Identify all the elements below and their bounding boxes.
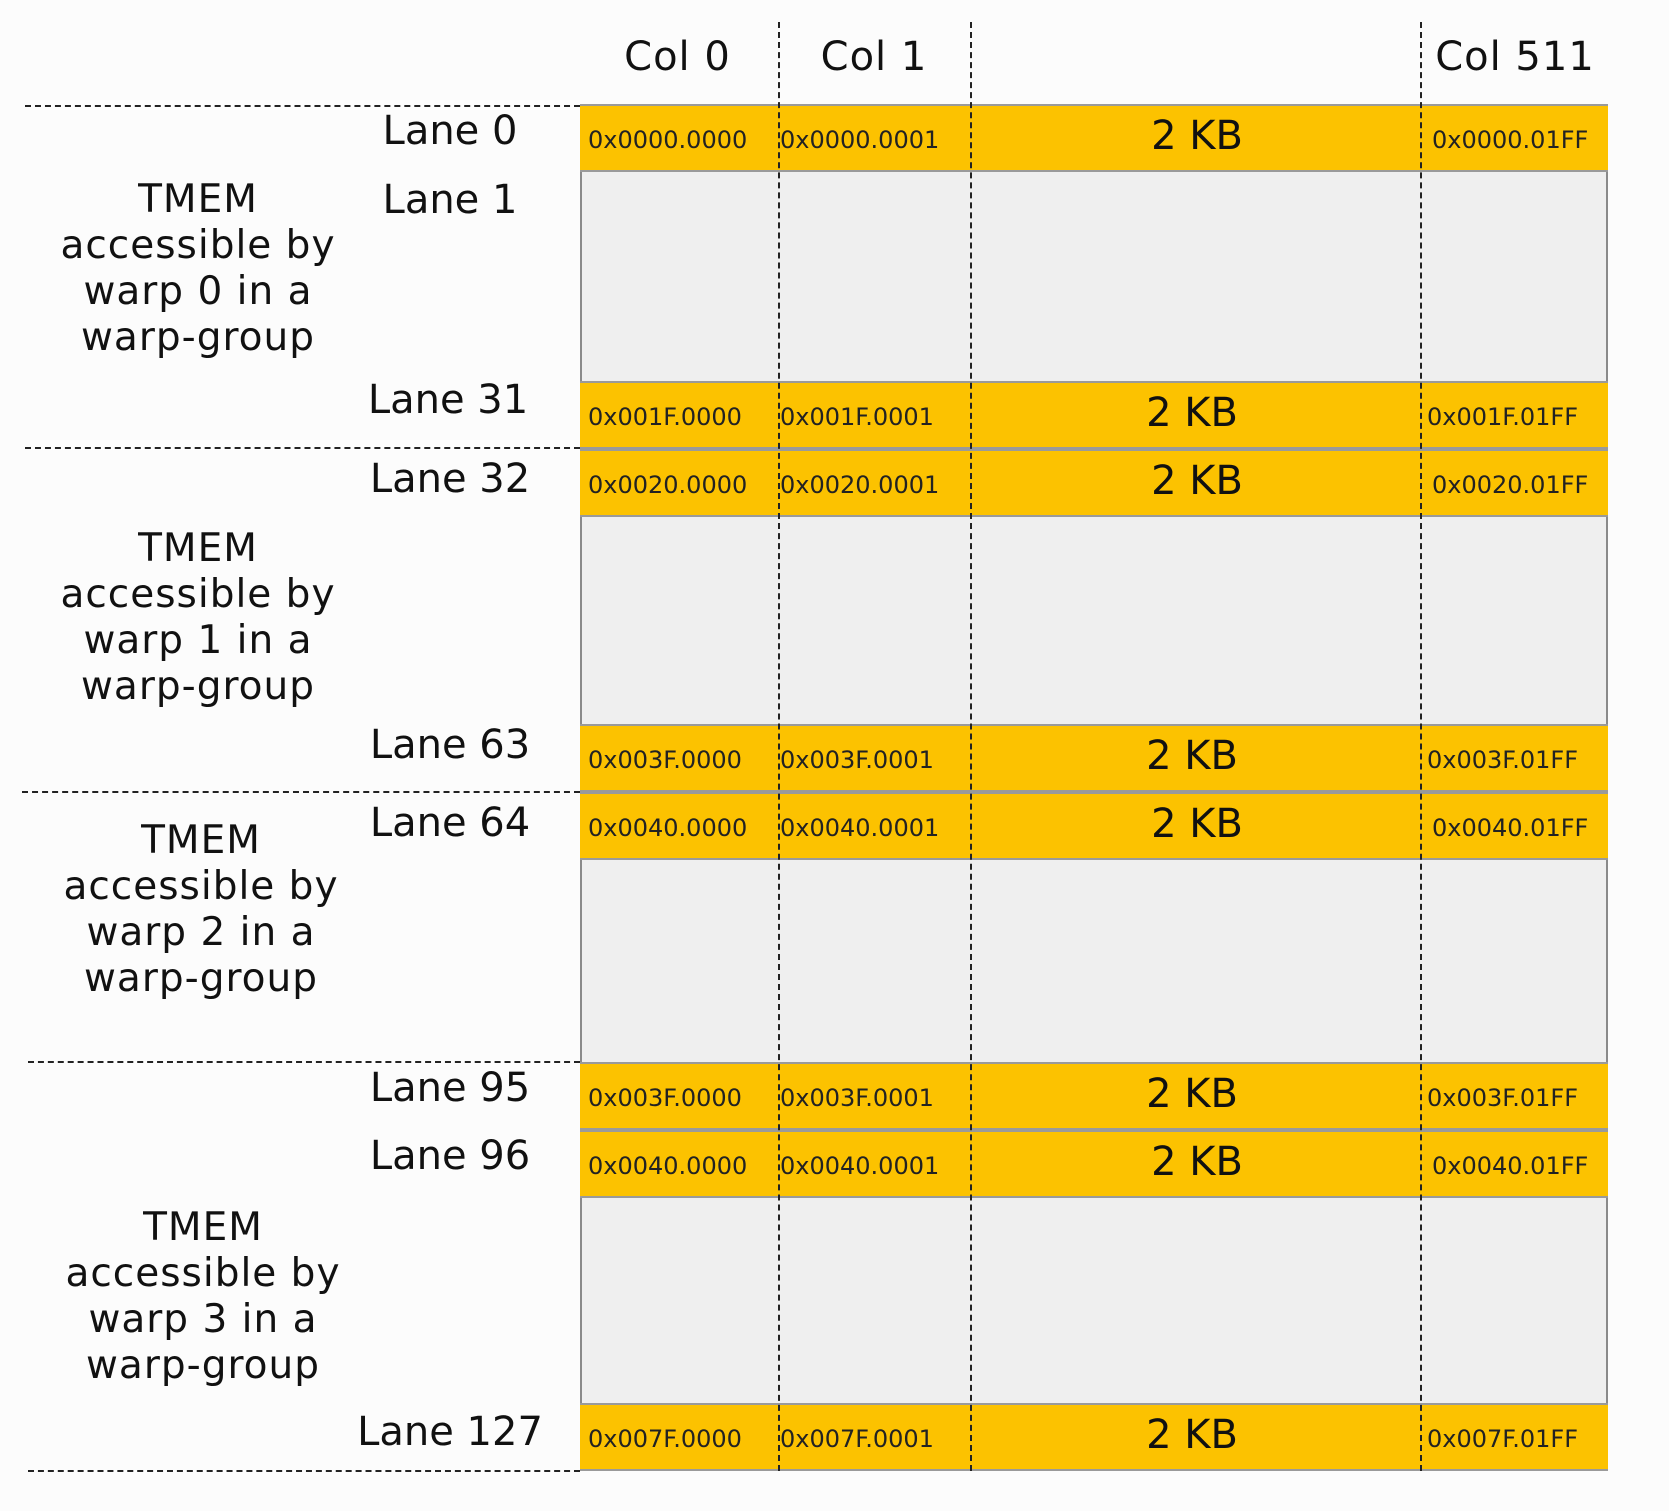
lane-label-0: Lane 0 [382, 108, 518, 154]
lane-label-63: Lane 63 [369, 722, 531, 768]
warp-divider [25, 447, 580, 449]
warp-label-line: warp-group [86, 1343, 320, 1388]
warp-label-line: TMEM [143, 1205, 263, 1250]
lane-label-95: Lane 95 [369, 1065, 531, 1111]
lane-row-63 [580, 724, 1608, 792]
size-label: 2 KB [1151, 1139, 1243, 1185]
address-cell-col0: 0x0000.0000 [588, 126, 748, 154]
column-header-col511: Col 511 [1435, 34, 1595, 80]
warp-label-line: warp 0 in a [83, 269, 313, 314]
size-label: 2 KB [1151, 801, 1243, 847]
warp-label-1 [38, 526, 358, 710]
warp-label-line: warp 2 in a [86, 910, 316, 955]
warp-label-line: accessible by [60, 572, 336, 617]
address-cell-col0: 0x001F.0000 [588, 403, 742, 431]
warp-label-line: TMEM [141, 818, 261, 863]
column-divider [1420, 22, 1422, 1471]
warp-divider [28, 1061, 580, 1063]
lane-row-64 [580, 792, 1608, 860]
warp-label-line: warp 1 in a [83, 618, 313, 663]
column-divider [970, 22, 972, 1471]
address-cell-col0: 0x0040.0000 [588, 1152, 748, 1180]
warp-label-2 [41, 818, 361, 1002]
address-cell-col0: 0x0040.0000 [588, 814, 748, 842]
size-label: 2 KB [1146, 1071, 1238, 1117]
address-cell-col1: 0x001F.0001 [780, 403, 934, 431]
warp-label-3 [43, 1205, 363, 1389]
address-cell-col511: 0x003F.01FF [1427, 746, 1579, 774]
size-label: 2 KB [1146, 390, 1238, 436]
address-cell-col0: 0x0020.0000 [588, 471, 748, 499]
lane-row-0 [580, 104, 1608, 172]
warp-label-0 [38, 177, 358, 361]
lane-label-64: Lane 64 [369, 800, 531, 846]
address-cell-col1: 0x0000.0001 [780, 126, 940, 154]
lane-row-32 [580, 449, 1608, 517]
warp-label-line: TMEM [138, 526, 258, 571]
address-cell-col1: 0x0020.0001 [780, 471, 940, 499]
lane-label-96: Lane 96 [369, 1133, 531, 1179]
address-cell-col511: 0x001F.01FF [1427, 403, 1579, 431]
lane-row-96 [580, 1130, 1608, 1198]
warp-label-line: warp 3 in a [88, 1297, 318, 1342]
address-cell-col511: 0x007F.01FF [1427, 1425, 1579, 1453]
lane-row-95 [580, 1062, 1608, 1130]
address-cell-col511: 0x0040.01FF [1432, 814, 1589, 842]
size-label: 2 KB [1151, 113, 1243, 159]
column-header-col0: Col 0 [624, 34, 731, 80]
address-cell-col1: 0x003F.0001 [780, 746, 934, 774]
address-cell-col1: 0x007F.0001 [780, 1425, 934, 1453]
size-label: 2 KB [1146, 733, 1238, 779]
column-header-col1: Col 1 [820, 34, 928, 80]
warp-label-line: warp-group [84, 956, 318, 1001]
address-cell-col0: 0x003F.0000 [588, 1084, 742, 1112]
warp-divider [28, 1470, 580, 1472]
warp-label-line: accessible by [65, 1251, 341, 1296]
warp-label-line: warp-group [81, 664, 315, 709]
warp-label-line: TMEM [138, 177, 258, 222]
lane-label-32: Lane 32 [369, 456, 531, 502]
size-label: 2 KB [1151, 458, 1243, 504]
address-cell-col0: 0x007F.0000 [588, 1425, 742, 1453]
lane-row-127 [580, 1403, 1608, 1471]
address-cell-col0: 0x003F.0000 [588, 746, 742, 774]
column-divider [778, 22, 780, 1471]
address-cell-col1: 0x003F.0001 [780, 1084, 934, 1112]
address-cell-col511: 0x0000.01FF [1432, 126, 1589, 154]
warp-label-line: warp-group [81, 315, 315, 360]
size-label: 2 KB [1146, 1412, 1238, 1458]
address-cell-col511: 0x0020.01FF [1432, 471, 1589, 499]
lane-label-1: Lane 1 [382, 177, 518, 223]
lane-row-31 [580, 381, 1608, 449]
address-cell-col511: 0x0040.01FF [1432, 1152, 1589, 1180]
warp-label-line: accessible by [63, 864, 339, 909]
address-cell-col1: 0x0040.0001 [780, 1152, 940, 1180]
warp-label-line: accessible by [60, 223, 336, 268]
lane-label-127: Lane 127 [357, 1409, 543, 1455]
warp-divider [22, 791, 580, 793]
address-cell-col511: 0x003F.01FF [1427, 1084, 1579, 1112]
lane-label-31: Lane 31 [367, 377, 529, 423]
address-cell-col1: 0x0040.0001 [780, 814, 940, 842]
